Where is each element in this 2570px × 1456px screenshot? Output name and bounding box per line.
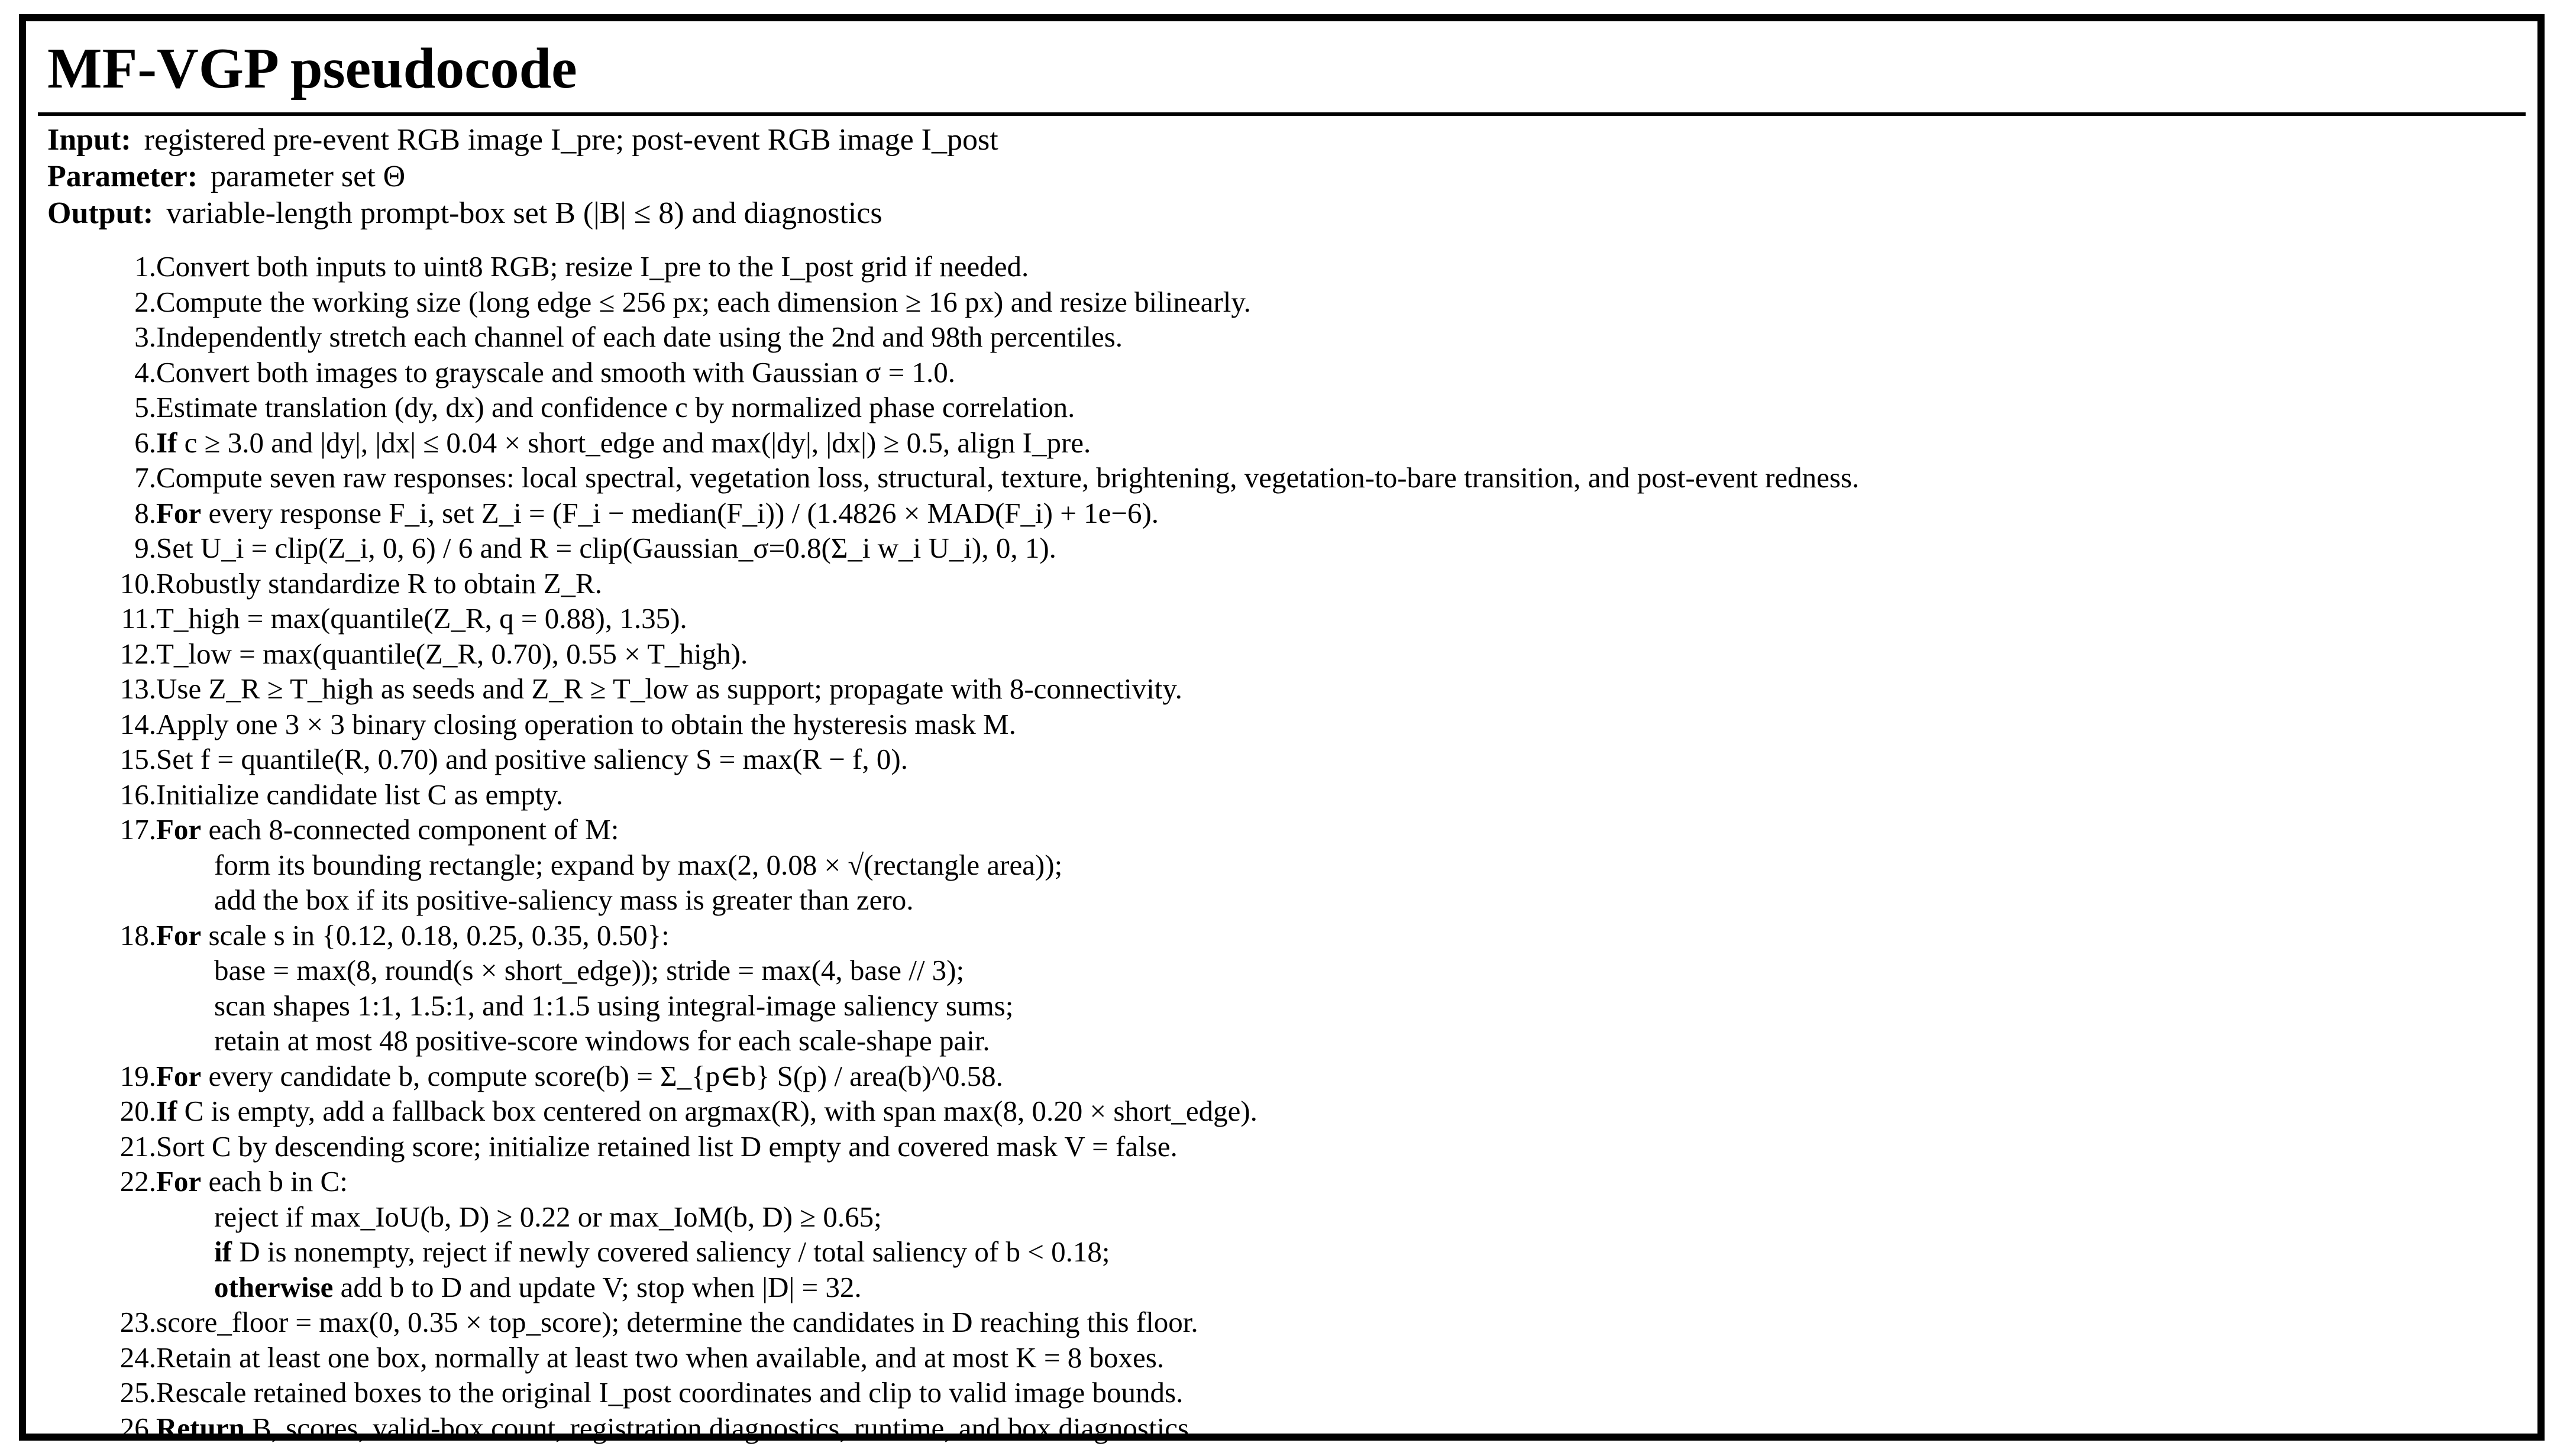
algorithm-substep (26, 847, 2537, 883)
algorithm-step (26, 460, 2537, 496)
substep-text: add the box if its positive-saliency mass is greater than zero. (214, 884, 914, 916)
algorithm-step (26, 1340, 2537, 1376)
step-keyword: For (156, 1059, 202, 1092)
step-text: Rescale retained boxes to the original I_post coordinates and clip to valid image bounds. (156, 1376, 1184, 1409)
algorithm-step (26, 319, 2537, 355)
algorithm-step (26, 1305, 2537, 1340)
input-line (47, 122, 998, 158)
step-text: score_floor = max(0, 0.35 × top_score); determine the candidates in D reaching this floor. (156, 1306, 1198, 1338)
step-number: 18. (119, 918, 156, 952)
algorithm-step (26, 249, 2537, 284)
substep-keyword: otherwise (214, 1270, 334, 1303)
step-text: Set U_i = clip(Z_i, 0, 6) / 6 and R = clip(Gaussian_σ=0.8(Σ_i w_i U_i), 0, 1). (156, 532, 1056, 564)
algorithm-step (26, 1375, 2537, 1410)
substep-text: base = max(8, round(s × short_edge)); stride = max(4, base // 3); (214, 954, 965, 986)
algorithm-step (26, 425, 2537, 461)
step-number: 11. (121, 602, 156, 635)
algorithm-step (26, 1059, 2537, 1094)
parameter-line (47, 158, 405, 195)
step-text: C is empty, add a fallback box centered on argmax(R), with span max(8, 0.20 × short_edge). (177, 1095, 1257, 1127)
step-text: Apply one 3 × 3 binary closing operation to obtain the hysteresis mask M. (156, 707, 1016, 740)
algorithm-step (26, 1093, 2537, 1129)
substep-text: reject if max_IoU(b, D) ≥ 0.22 or max_IoM(b, D) ≥ 0.65; (214, 1200, 882, 1233)
algorithm-step (26, 355, 2537, 390)
algorithm-substep (26, 988, 2537, 1024)
step-keyword: For (156, 813, 202, 846)
algorithm-substep (26, 882, 2537, 918)
algorithm-steps (26, 249, 2537, 1445)
step-number: 25. (119, 1376, 156, 1409)
step-text: Convert both images to grayscale and smooth with Gaussian σ = 1.0. (156, 355, 955, 389)
step-number: 6. (134, 426, 156, 459)
step-number: 23. (119, 1306, 156, 1338)
step-text: Retain at least one box, normally at least two when available, and at most K = 8 boxes. (156, 1341, 1165, 1374)
step-text: Initialize candidate list C as empty. (156, 778, 564, 811)
step-number: 14. (119, 707, 156, 740)
step-text: each 8-connected component of M: (201, 813, 619, 846)
substep-keyword: if (214, 1235, 232, 1268)
parameter-label: Parameter: (47, 160, 198, 193)
algorithm-step (26, 1129, 2537, 1164)
title-rule (38, 112, 2526, 116)
algorithm-step (26, 284, 2537, 320)
step-number: 12. (119, 637, 156, 670)
algorithm-title: MF-VGP pseudocode (47, 37, 577, 101)
algorithm-substep (26, 953, 2537, 988)
step-text: Compute seven raw responses: local spectral, vegetation loss, structural, texture, brightening, vegetation-to-bare transition, and post-event redness. (156, 461, 1860, 494)
step-text: Compute the working size (long edge ≤ 256 px; each dimension ≥ 16 px) and resize bilinearly. (156, 285, 1251, 318)
step-number: 20. (119, 1095, 156, 1127)
substep-text: add b to D and update V; stop when |D| = 32. (333, 1270, 862, 1303)
algorithm-substep (26, 1270, 2537, 1305)
step-text: Convert both inputs to uint8 RGB; resize I_pre to the I_post grid if needed. (156, 250, 1029, 283)
step-number: 1. (134, 250, 156, 283)
algorithm-step (26, 777, 2537, 813)
output-line (47, 195, 882, 232)
algorithm-step (26, 636, 2537, 672)
algorithm-box (19, 14, 2545, 1444)
step-number: 10. (119, 567, 156, 600)
algorithm-step (26, 601, 2537, 636)
step-keyword: For (156, 918, 202, 952)
step-text: Set f = quantile(R, 0.70) and positive saliency S = max(R − f, 0). (156, 743, 908, 775)
step-number: 22. (119, 1165, 156, 1198)
algorithm-step (26, 671, 2537, 707)
step-number: 2. (134, 285, 156, 318)
algorithm-substep (26, 1234, 2537, 1270)
algorithm-step (26, 390, 2537, 425)
algorithm-step (26, 812, 2537, 847)
step-keyword: If (156, 426, 177, 459)
step-text: Independently stretch each channel of each date using the 2nd and 98th percentiles. (156, 321, 1123, 353)
step-text: every candidate b, compute score(b) = Σ_{p∈b} S(p) / area(b)^0.58. (201, 1059, 1003, 1092)
output-text: variable-length prompt-box set B (|B| ≤ 8) and diagnostics (166, 196, 882, 230)
algorithm-substep (26, 1199, 2537, 1235)
step-number: 3. (134, 321, 156, 353)
input-text: registered pre-event RGB image I_pre; post-event RGB image I_post (144, 123, 998, 157)
algorithm-step (26, 530, 2537, 566)
step-number: 15. (119, 743, 156, 775)
step-number: 24. (119, 1341, 156, 1374)
algorithm-step (26, 918, 2537, 953)
step-text: T_high = max(quantile(Z_R, q = 0.88), 1.35). (156, 602, 687, 635)
parameter-text: parameter set Θ (211, 160, 406, 193)
step-text: Robustly standardize R to obtain Z_R. (156, 567, 602, 600)
step-keyword: For (156, 496, 202, 529)
step-number: 9. (134, 532, 156, 564)
input-label: Input: (47, 123, 131, 157)
step-number: 21. (119, 1130, 156, 1163)
step-text: c ≥ 3.0 and |dy|, |dx| ≤ 0.04 × short_edge and max(|dy|, |dx|) ≥ 0.5, align I_pre. (177, 426, 1091, 459)
substep-text: form its bounding rectangle; expand by max(2, 0.08 × √(rectangle area)); (214, 848, 1063, 881)
algorithm-step (26, 707, 2537, 742)
algorithm-substep (26, 1023, 2537, 1059)
step-text: Sort C by descending score; initialize retained list D empty and covered mask V = false. (156, 1130, 1178, 1163)
step-keyword: For (156, 1165, 202, 1198)
step-text: T_low = max(quantile(Z_R, 0.70), 0.55 × T_high). (156, 637, 748, 670)
substep-text: scan shapes 1:1, 1.5:1, and 1:1.5 using integral-image saliency sums; (214, 989, 1014, 1022)
step-text: scale s in {0.12, 0.18, 0.25, 0.35, 0.50}: (201, 918, 670, 952)
step-number: 17. (119, 813, 156, 846)
substep-text: D is nonempty, reject if newly covered saliency / total saliency of b < 0.18; (231, 1235, 1110, 1268)
algorithm-step (26, 742, 2537, 777)
step-number: 26. (119, 1411, 156, 1444)
step-text: Estimate translation (dy, dx) and confidence c by normalized phase correlation. (156, 391, 1075, 423)
step-number: 13. (119, 672, 156, 705)
algorithm-step (26, 566, 2537, 601)
output-label: Output: (47, 196, 154, 230)
step-text: Use Z_R ≥ T_high as seeds and Z_R ≥ T_low as support; propagate with 8-connectivity. (156, 672, 1182, 705)
step-number: 16. (119, 778, 156, 811)
step-text: B, scores, valid-box count, registration diagnostics, runtime, and box diagnostics. (244, 1411, 1197, 1444)
substep-text: retain at most 48 positive-score windows for each scale-shape pair. (214, 1024, 990, 1057)
step-text: each b in C: (201, 1165, 348, 1198)
algorithm-step (26, 1164, 2537, 1199)
step-keyword: Return (156, 1411, 245, 1444)
step-number: 5. (134, 391, 156, 423)
algorithm-step (26, 1410, 2537, 1446)
step-keyword: If (156, 1095, 177, 1127)
algorithm-step (26, 496, 2537, 531)
step-number: 7. (134, 461, 156, 494)
step-number: 19. (119, 1059, 156, 1092)
step-text: every response F_i, set Z_i = (F_i − median(F_i)) / (1.4826 × MAD(F_i) + 1e−6). (201, 496, 1159, 529)
step-number: 8. (134, 496, 156, 529)
step-number: 4. (134, 355, 156, 389)
